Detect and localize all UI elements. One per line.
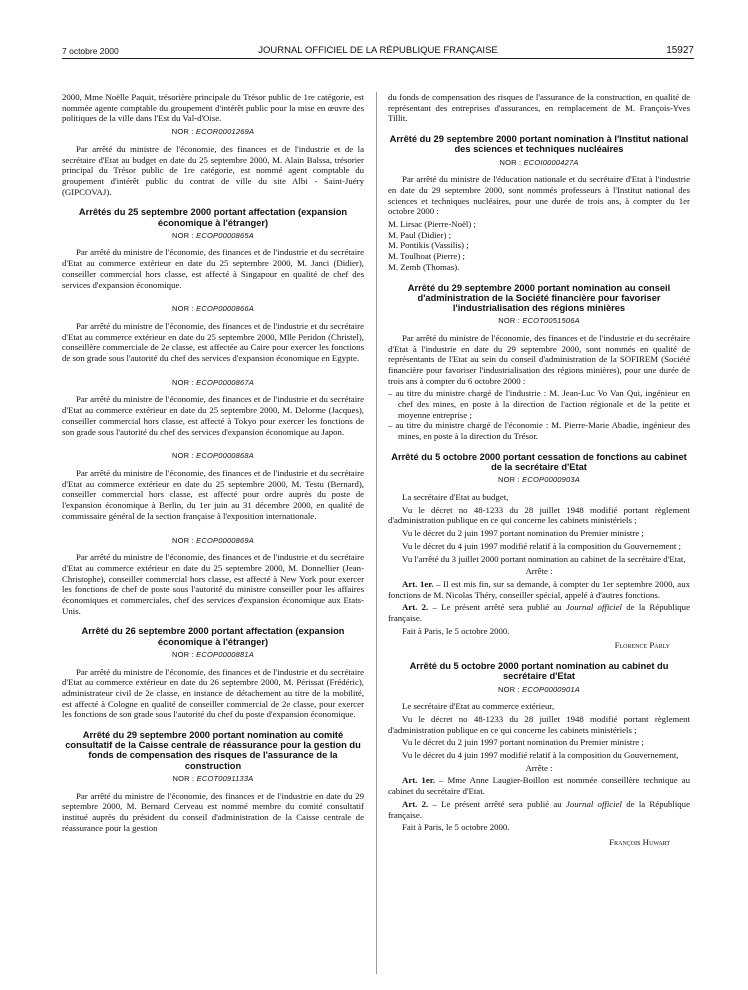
nor-reference: NOR : ECOT0091133A (172, 773, 254, 783)
nor-reference: NOR : ECOP0000869A (172, 535, 254, 545)
paragraph: Par arrêté du ministre de l'économie, des finances et de l'industrie et du secrétaire d'Etat au commerce extérieur en date du 25 septembre 2000, M. Delorme (Jacques), conseiller commercial hors classe, est affecté à Tokyo pour exercer les fonctions de son grade sous l'autorité du chef des services d'expansion économique au Japon. (62, 394, 364, 437)
paragraph: du fonds de compensation des risques de l'assurance de la construction, en qualité de représentant des entreprises d'assurances, en remplacement de M. François-Yves Tillit. (388, 92, 690, 124)
paragraph: Vu le décret no 48-1233 du 28 juillet 1948 modifié portant règlement d'administration publique en ce qui concerne les cabinets ministériels ; (388, 504, 690, 526)
paragraph: Par arrêté du ministre de l'éducation nationale et du secrétaire d'Etat à l'industrie en date du 29 septembre 2000, sont nommés professeurs à l'Institut national des sciences et techniques nucléaires, pour une durée de trois ans, à compter du 1er octobre 2000 : (388, 174, 690, 217)
paragraph: Par arrêté du ministre de l'économie, des finances et de l'industrie et du secrétaire d'Etat à l'industrie en date du 29 septembre 2000, sont nommés en qualité de représentants de l'Etat au sein du conseil d'administration de la SOFIREM (Société financière pour favoriser l'industrialisation des régions minières), pour une durée de trois ans à compter du 6 octobre 2000 : (388, 332, 690, 386)
paragraph: Vu le décret du 4 juin 1997 modifié relatif à la composition du Gouvernement ; (402, 540, 681, 551)
section-heading: Arrêté du 29 septembre 2000 portant nomination au conseil d'administration de la Société financière pour favoriser l'industrialisation des régions minières (407, 282, 671, 313)
list-item: M. Paul (Didier) ; (388, 229, 452, 240)
list-item: M. Zemb (Thomas). (388, 261, 460, 272)
article: Art. 1er. – Mme Anne Laugier-Boillon est nommée conseillère technique au cabinet du secrétaire d'Etat. (388, 775, 690, 797)
section-heading: Arrêté du 29 septembre 2000 portant nomination au comité consultatif de la Caisse centrale de réassurance pour la gestion du fonds de compensation des risques de l'assurance de la construction (65, 730, 361, 771)
nor-reference: NOR : ECOR0001269A (171, 127, 255, 137)
article: Art. 2. – Le présent arrêté sera publié au Journal officiel de la République française. (388, 798, 690, 820)
list-item: M. Toulhoat (Pierre) ; (388, 251, 465, 262)
arrete-label: Arrête : (525, 762, 553, 773)
section-heading: Arrêté du 5 octobre 2000 portant cessation de fonctions au cabinet de la secrétaire d'Etat (391, 451, 687, 473)
paragraph: Par arrêté du ministre de l'économie, des finances et de l'industrie et du secrétaire d'Etat au commerce extérieur en date du 26 septembre 2000, M. Périssat (Frédéric), administrateur civil de 2e classe, en instance de détachement au titre de la mobilité, est affecté à Cologne en qualité de conseiller commercial de 2e classe, pour exercer les fonctions de son grade sous l'autorité du chef du poste d'expansion économique. (62, 666, 364, 720)
nor-reference: NOR : ECOT0051506A (498, 316, 580, 326)
signatory: Florence Parly (614, 640, 670, 651)
nor-reference: NOR : ECOP0000867A (172, 377, 254, 387)
article: Art. 2. – Le présent arrêté sera publié au Journal officiel de la République française. (388, 602, 690, 624)
nor-reference: NOR : ECOP0000866A (172, 304, 254, 314)
paragraph: Par arrêté du ministre de l'économie, des finances et de l'industrie en date du 29 septembre 2000, M. Bernard Cerveau est nommé membre du comité consultatif institué auprès du président du conseil d'administration de la Caisse centrale de réassurance pour la gestion (62, 790, 364, 833)
paragraph: Par arrêté du ministre de l'économie, des finances et de l'industrie et du secrétaire d'Etat au commerce extérieur en date du 25 septembre 2000, M. Testu (Bernard), conseiller commercial hors classe, est affecté pour ordre auprès du poste de l'expansion économique à Berlin, du 1er juin au 31 décembre 2000, en qualité de commissaire général de la section française à l'exposition internationale. (62, 467, 364, 521)
header-page-number: 15927 (666, 45, 694, 56)
left-column (62, 92, 364, 835)
section-heading: Arrêté du 29 septembre 2000 portant nomination à l'Institut national des sciences et techniques nucléaires (389, 134, 689, 155)
nor-reference: NOR : ECOP0000868A (172, 451, 254, 461)
nor-reference: NOR : ECOP0000903A (498, 475, 580, 485)
paragraph: Vu le décret du 2 juin 1997 portant nomination du Premier ministre ; (402, 737, 644, 748)
header-journal-title: JOURNAL OFFICIEL DE LA RÉPUBLIQUE FRANÇAISE (258, 45, 498, 56)
list-item: – au titre du ministre chargé de l'industrie : M. Jean-Luc Vo Van Qui, ingénieur en chef des mines, en poste à la direction de l'action régionale et de la petite et moyenne entreprise ; (388, 388, 690, 420)
nor-reference: NOR : ECOP0000865A (172, 230, 254, 240)
signature-date: Fait à Paris, le 5 octobre 2000. (402, 625, 510, 636)
appointee-list (388, 219, 690, 273)
paragraph: La secrétaire d'Etat au budget, (402, 492, 509, 502)
list-item: M. Pontikis (Vassilis) ; (388, 240, 469, 251)
paragraph: Par arrêté du ministre de l'économie, des finances et de l'industrie et de la secrétaire d'Etat au budget en date du 25 septembre 2000, M. Alain Balssa, trésorier principal du Trésor public de 1re catégorie, est nommé agent comptable du groupement d'intérêt public du contrat de ville du site Albi - Saint-Juéry (GIPCOVAJ). (62, 143, 364, 197)
list-item: – au titre du ministre chargé de l'économie : M. Pierre-Marie Abadie, ingénieur des mines, en poste à la direction du Trésor. (388, 420, 690, 442)
paragraph: Vu le décret du 4 juin 1997 modifié relatif à la composition du Gouvernement, (402, 750, 679, 761)
representative-list (388, 388, 690, 442)
nor-reference: NOR : ECOP0000881A (172, 649, 254, 659)
paragraph: Vu l'arrêté du 3 juillet 2000 portant nomination au cabinet de la secrétaire d'Etat, (402, 553, 686, 564)
paragraph: Vu le décret no 48-1233 du 28 juillet 1948 modifié portant règlement d'administration publique en ce qui concerne les cabinets ministériels ; (388, 713, 690, 735)
article: Art. 1er. – Il est mis fin, sur sa demande, à compter du 1er septembre 2000, aux fonctions de M. Nicolas Théry, conseiller spécial, appelé à d'autres fonctions. (388, 578, 690, 600)
header-date: 7 octobre 2000 (62, 46, 119, 56)
paragraph: Vu le décret du 2 juin 1997 portant nomination du Premier ministre ; (402, 528, 644, 539)
paragraph: 2000, Mme Noëlle Paquit, trésorière principale du Trésor public de 1re catégorie, est nommée agente comptable du groupement d'intérêt public pour la mise en œuvre des politiques de la ville dans l'Est du Val-d'Oise. (62, 92, 364, 124)
right-column (388, 92, 690, 852)
section-heading: Arrêtés du 25 septembre 2000 portant affectation (expansion économique à l'étranger) (78, 207, 348, 228)
signatory: François Huwart (609, 836, 670, 847)
nor-reference: NOR : ECOP0000901A (498, 684, 580, 694)
signature-date: Fait à Paris, le 5 octobre 2000. (402, 822, 510, 833)
paragraph: Le secrétaire d'Etat au commerce extérieur, (402, 701, 555, 712)
section-heading: Arrêté du 26 septembre 2000 portant affectation (expansion économique à l'étranger) (81, 626, 345, 647)
list-item: M. Lirsac (Pierre-Noël) ; (388, 219, 476, 230)
page-header (62, 42, 694, 59)
arrete-label: Arrête : (525, 566, 553, 577)
column-divider (376, 92, 377, 974)
paragraph: Par arrêté du ministre de l'économie, des finances et de l'industrie et du secrétaire d'Etat au commerce extérieur en date du 25 septembre 2000, M. Janci (Didier), conseiller commercial hors classe, est affecté à Singapour en qualité de chef des services d'expansion économique. (62, 247, 364, 290)
paragraph: Par arrêté du ministre de l'économie, des finances et de l'industrie et du secrétaire d'Etat au commerce extérieur en date du 25 septembre 2000, Mlle Peridon (Christel), conseillère commerciale de 2e classe, est affectée au Caire pour exercer les fonctions de son grade sous l'autorité du chef des services d'expansion économique en Egypte. (62, 320, 364, 364)
section-heading: Arrêté du 5 octobre 2000 portant nomination au cabinet du secrétaire d'Etat (409, 661, 669, 682)
nor-reference: NOR : ECOI0000427A (499, 157, 579, 167)
paragraph: Par arrêté du ministre de l'économie, des finances et de l'industrie et du secrétaire d'Etat au commerce extérieur en date du 25 septembre 2000, M. Donnellier (Jean-Christophe), conseiller commercial hors classe, est affecté à New York pour exercer les fonctions de chef de poste sous l'autorité du ministre conseiller pour les affaires économiques et commerciales, chef des services d'expansion économique aux Etats-Unis. (62, 552, 364, 616)
